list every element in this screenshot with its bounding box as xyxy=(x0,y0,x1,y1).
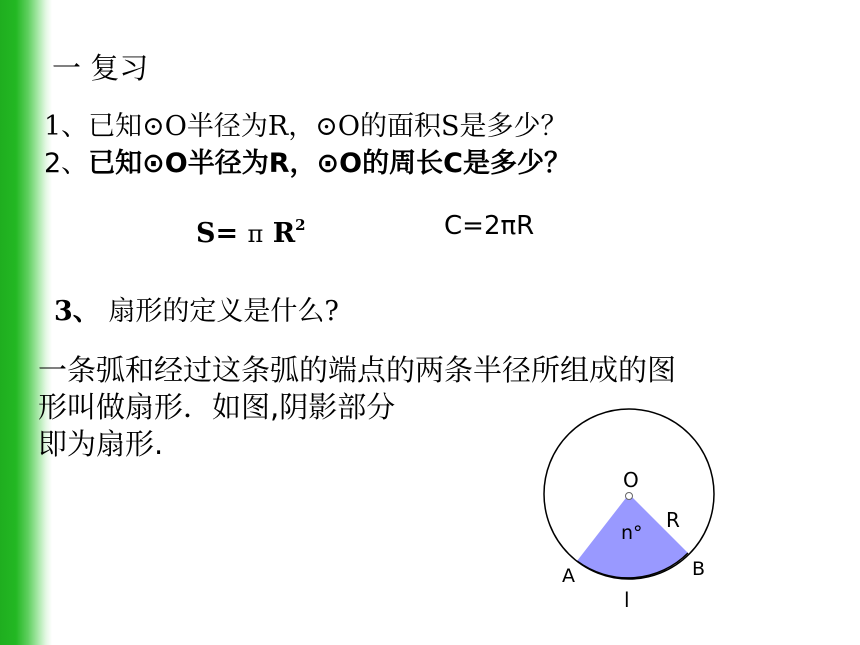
question-1: 1、已知⊙O半径为R，⊙O的面积S是多少？ xyxy=(44,111,568,142)
section-title: 一 复习 xyxy=(52,51,149,85)
area-formula-exponent: 2 xyxy=(295,216,306,234)
label-center-o: O xyxy=(623,468,639,492)
label-arc-l: l xyxy=(624,588,630,612)
label-point-b: B xyxy=(692,558,706,580)
label-radius-r: R xyxy=(666,508,680,532)
question-3-text: 扇形的定义是什么? xyxy=(99,296,339,327)
definition-line-1: 一条弧和经过这条弧的端点的两条半径所组成的图 xyxy=(38,353,677,387)
definition-line-2: 形叫做扇形．如图,阴影部分 xyxy=(38,390,396,424)
center-point xyxy=(626,493,633,500)
label-point-a: A xyxy=(562,565,575,587)
area-formula-right: R xyxy=(272,218,296,249)
circumference-formula: C=2πR xyxy=(444,211,535,241)
definition-line-3: 即为扇形. xyxy=(38,427,164,461)
question-3-number: 3、 xyxy=(54,296,100,327)
area-formula-left: S= xyxy=(196,218,239,249)
label-angle-n: n° xyxy=(621,522,643,544)
area-formula-pi: π xyxy=(247,220,264,248)
question-2-number: 2、 xyxy=(44,148,89,179)
question-2-text: 已知⊙O半径为R，⊙O的周长C是多少？ xyxy=(88,148,571,179)
